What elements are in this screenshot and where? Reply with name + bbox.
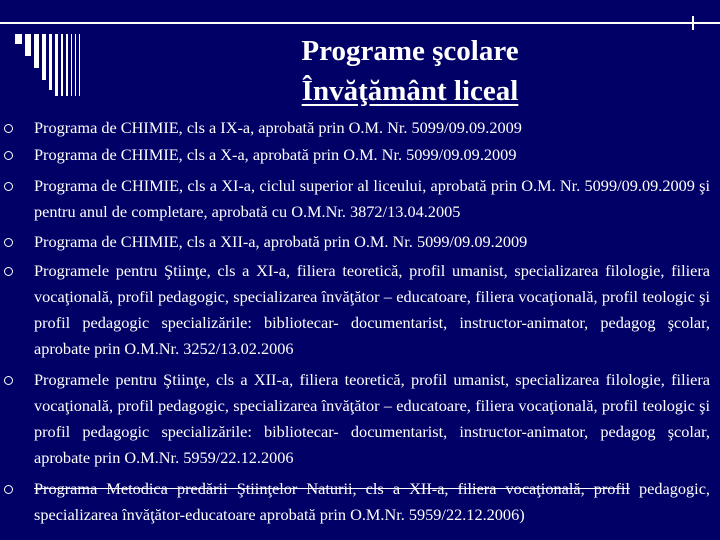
top-rule xyxy=(0,22,720,24)
slide-subtitle: Învăţământ liceal xyxy=(301,75,519,107)
list-item-text: Programele pentru Ştiinţe, cls a XII-a, filiera teoretică, profil umanist, specializarea filologie, filiera vocaţională, profil pedagogic, specializarea învăţător – educatoare, filiera vocaţională, profil teologic şi profil pedagogic specializările: bibliotecar- documentarist, instructor-animator, pedagog şcolar, aprobate prin O.M.Nr. 5959/22.12.2006 xyxy=(34,370,710,467)
struck-text: Programa Metodica predării Ştiinţelor Naturii, cls a XII-a, filiera vocaţională, profil xyxy=(34,479,630,498)
bullet-icon xyxy=(4,238,13,247)
slide-title: Programe şcolare xyxy=(301,35,519,67)
list-item-text: Programa de CHIMIE, cls a XI-a, ciclul superior al liceului, aprobată prin O.M. Nr. 5099/09.09.2009 şi pentru anul de completare, aprobată cu O.M.Nr. 3872/13.04.2005 xyxy=(34,176,710,221)
bullet-icon xyxy=(4,267,13,276)
bullet-icon xyxy=(4,485,13,494)
list-item-text: Programa de CHIMIE, cls a IX-a, aprobată prin O.M. Nr. 5099/09.09.2009 xyxy=(34,118,522,137)
bullet-icon xyxy=(4,182,13,191)
bullet-icon xyxy=(4,376,13,385)
list-item-text: Programa de CHIMIE, cls a XII-a, aprobată prin O.M. Nr. 5099/09.09.2009 xyxy=(34,232,528,251)
list-item-text-rest: pedagogic, specializarea învăţător-educatoare aprobată prin O.M.Nr. 5959/22.12.2006) xyxy=(34,479,710,524)
list-item-text: Programele pentru Ştiinţe, cls a XI-a, filiera teoretică, profil umanist, specializarea filologie, filiera vocaţională, profil pedagogic, specializarea învăţător – educatoare, filiera vocaţională, profil teologic şi profil pedagogic specializările: bibliotecar- documentarist, instructor-animator, pedagog şcolar, aprobate prin O.M.Nr. 3252/13.02.2006 xyxy=(34,261,710,358)
list-item-text: Programa de CHIMIE, cls a X-a, aprobată prin O.M. Nr. 5099/09.09.2009 xyxy=(34,145,517,164)
top-rule-tick xyxy=(692,16,694,30)
bullet-icon xyxy=(4,124,13,133)
bullet-icon xyxy=(4,151,13,160)
decorative-bars xyxy=(15,34,95,96)
list-item-text xyxy=(34,476,710,528)
